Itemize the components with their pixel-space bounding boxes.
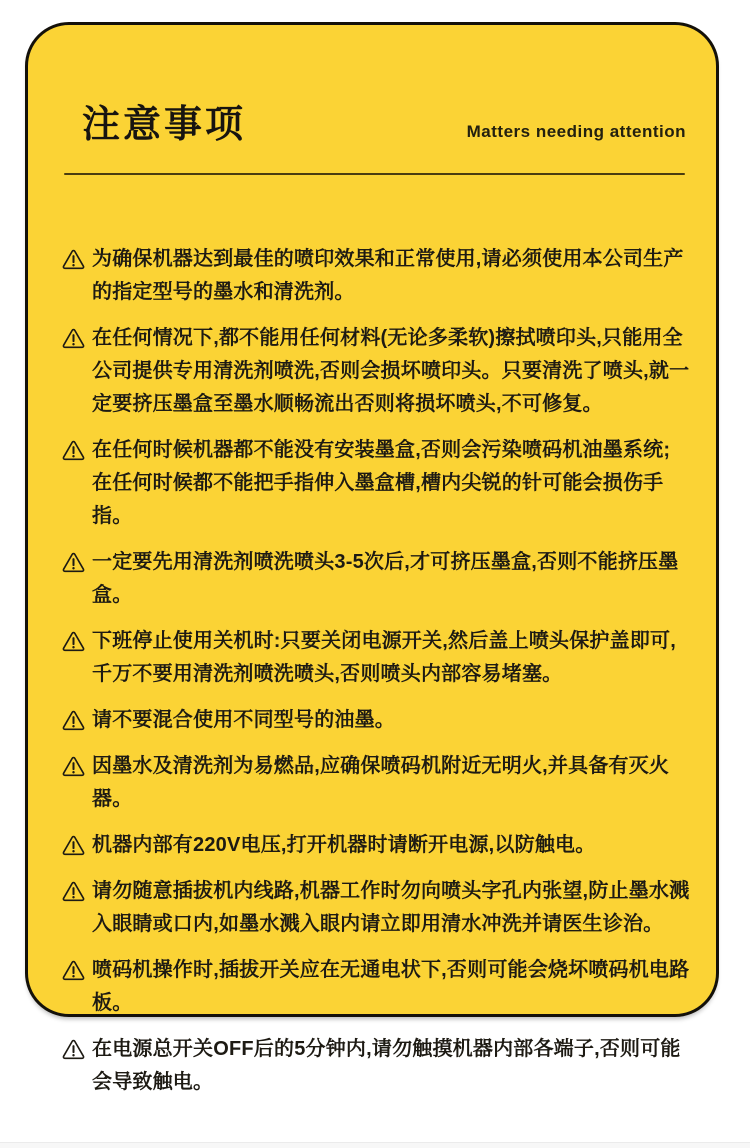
warning-triangle-icon: [62, 328, 85, 349]
warning-text: 在电源总开关OFF后的5分钟内,请勿触摸机器内部各端子,否则可能会导致触电。: [92, 1038, 681, 1093]
warning-text: 喷码机操作时,插拔开关应在无通电状下,否则可能会烧坏喷码机电路板。: [92, 959, 690, 1014]
warning-item: [62, 704, 690, 737]
warning-text: 在任何时候机器都不能没有安装墨盒,否则会污染喷码机油墨系统;在任何时候都不能把手指伸入墨盒槽,槽内尖锐的针可能会损伤手指。: [92, 439, 671, 527]
warning-triangle-icon: [62, 710, 85, 731]
warning-item: [62, 546, 690, 612]
warning-text: 请不要混合使用不同型号的油墨。: [92, 709, 395, 731]
warning-item: [62, 954, 690, 1020]
warning-triangle-icon: [62, 552, 85, 573]
warning-triangle-icon: [62, 249, 85, 270]
warning-item: [62, 625, 690, 691]
warning-triangle-icon: [62, 631, 85, 652]
warning-text: 下班停止使用关机时:只要关闭电源开关,然后盖上喷头保护盖即可,千万不要用清洗剂喷洗喷头,否则喷头内部容易堵塞。: [92, 630, 676, 685]
warning-item: [62, 322, 690, 421]
warning-text: 请勿随意插拔机内线路,机器工作时勿向喷头字孔内张望,防止墨水溅入眼睛或口内,如墨水溅入眼内请立即用清水冲洗并请医生诊治。: [92, 880, 690, 935]
warning-item: [62, 243, 690, 309]
warning-triangle-icon: [62, 960, 85, 981]
warning-item: [62, 829, 690, 862]
warning-item: [62, 750, 690, 816]
warning-item: [62, 434, 690, 533]
warning-text: 在任何情况下,都不能用任何材料(无论多柔软)擦拭喷印头,只能用全公司提供专用清洗剂喷洗,否则会损坏喷印头。只要清洗了喷头,就一定要挤压墨盒至墨水顺畅流出否则将损坏喷头,不可修复。: [92, 327, 690, 415]
warning-triangle-icon: [62, 1039, 85, 1060]
warning-text: 一定要先用清洗剂喷洗喷头3-5次后,才可挤压墨盒,否则不能挤压墨盒。: [92, 551, 679, 606]
warning-triangle-icon: [62, 756, 85, 777]
warning-text: 因墨水及清洗剂为易燃品,应确保喷码机附近无明火,并具备有灭火器。: [92, 755, 670, 810]
warning-text: 机器内部有220V电压,打开机器时请断开电源,以防触电。: [92, 834, 596, 856]
page-bottom-strip: [0, 1142, 750, 1148]
card-header: [82, 105, 686, 145]
warning-triangle-icon: [62, 881, 85, 902]
warning-text: 为确保机器达到最佳的喷印效果和正常使用,请必须使用本公司生产的指定型号的墨水和清洗剂。: [92, 248, 684, 303]
warning-item: [62, 875, 690, 941]
notice-card: [25, 22, 719, 1093]
page-title: 注意事项: [82, 104, 247, 146]
warning-triangle-icon: [62, 440, 85, 461]
warning-triangle-icon: [62, 835, 85, 856]
title-divider: [64, 173, 685, 175]
page-subtitle: Matters needing attention: [466, 122, 686, 141]
warning-item: [62, 1033, 690, 1099]
warnings-list: [62, 243, 690, 1099]
